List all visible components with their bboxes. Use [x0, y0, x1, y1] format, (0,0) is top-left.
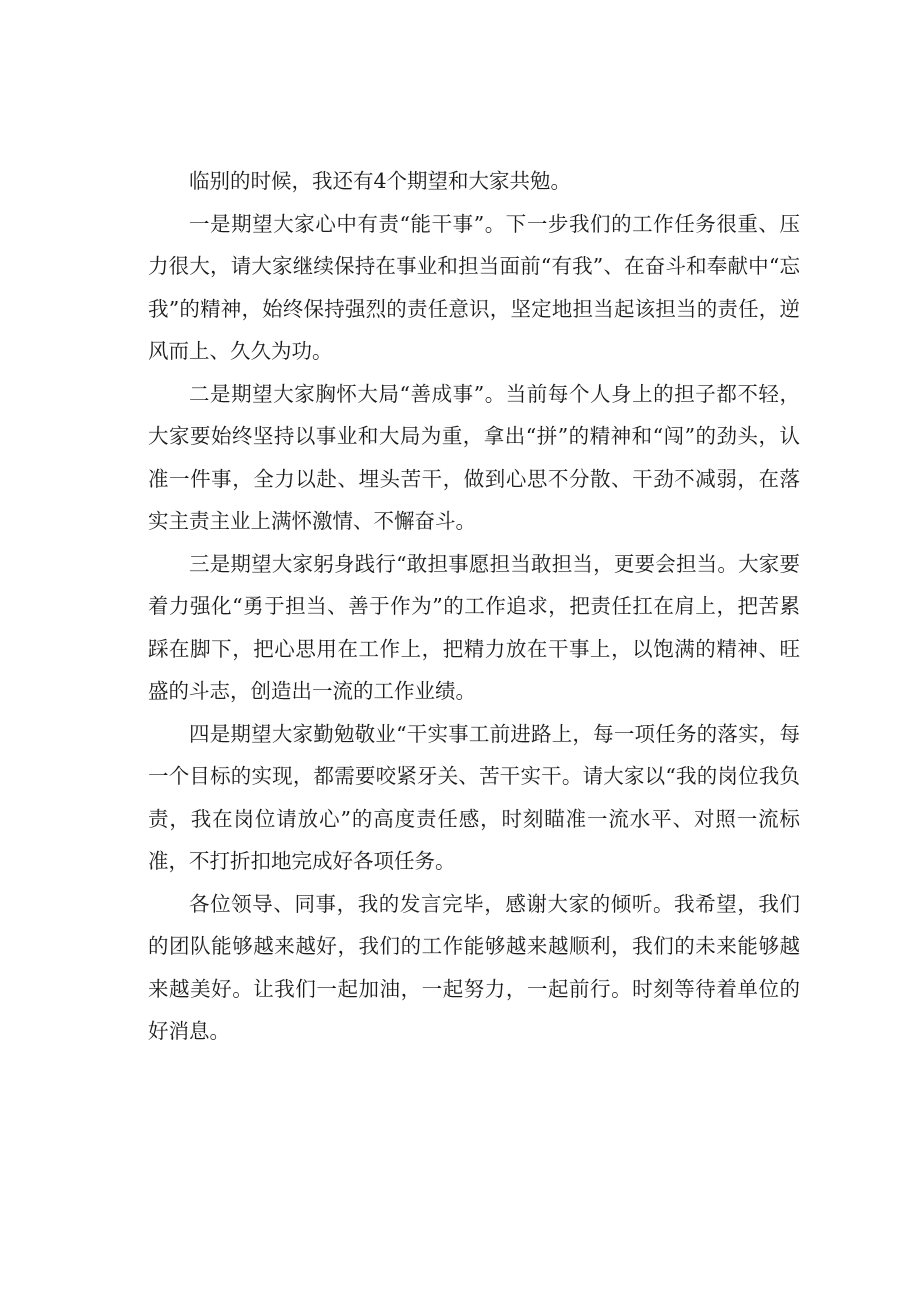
paragraph-intro: 临别的时候，我还有4个期望和大家共勉。: [189, 169, 572, 193]
paragraph-closing: 各位领导、同事，我的发言完毕，感谢大家的倾听。我希望，我们的团队能够越来越好，我们的工作能够越来越顺利，我们的未来能够越来越美好。让我们一起加油，一起努力，一起前行。时刻等待着单位的好消息。: [148, 891, 800, 1043]
document-page: [148, 160, 800, 1053]
paragraph-expectation-1: 一是期望大家心中有责“能干事”。下一步我们的工作任务很重、压力很大，请大家继续保持在事业和担当面前“有我”、在奋斗和奉献中“忘我”的精神，始终保持强烈的责任意识，坚定地担当起该担当的责任，逆风而上、久久为功。: [148, 211, 800, 363]
paragraph-expectation-2: 二是期望大家胸怀大局“善成事”。当前每个人身上的担子都不轻，大家要始终坚持以事业和大局为重，拿出“拼”的精神和“闯”的劲头，认准一件事，全力以赴、埋头苦干，做到心思不分散、干劲不减弱，在落实主责主业上满怀激情、不懈奋斗。: [148, 381, 800, 533]
paragraph-expectation-4: 四是期望大家勤勉敬业“干实事工前进路上，每一项任务的落实，每一个目标的实现，都需要咬紧牙关、苦干实干。请大家以“我的岗位我负责，我在岗位请放心”的高度责任感，时刻瞄准一流水平、对照一流标准，不打折扣地完成好各项任务。: [148, 721, 800, 873]
paragraph-expectation-3: 三是期望大家躬身践行“敢担事愿担当敢担当，更要会担当。大家要着力强化“勇于担当、善于作为”的工作追求，把责任扛在肩上，把苦累踩在脚下，把心思用在工作上，把精力放在干事上，以饱满的精神、旺盛的斗志，创造出一流的工作业绩。: [148, 551, 800, 703]
